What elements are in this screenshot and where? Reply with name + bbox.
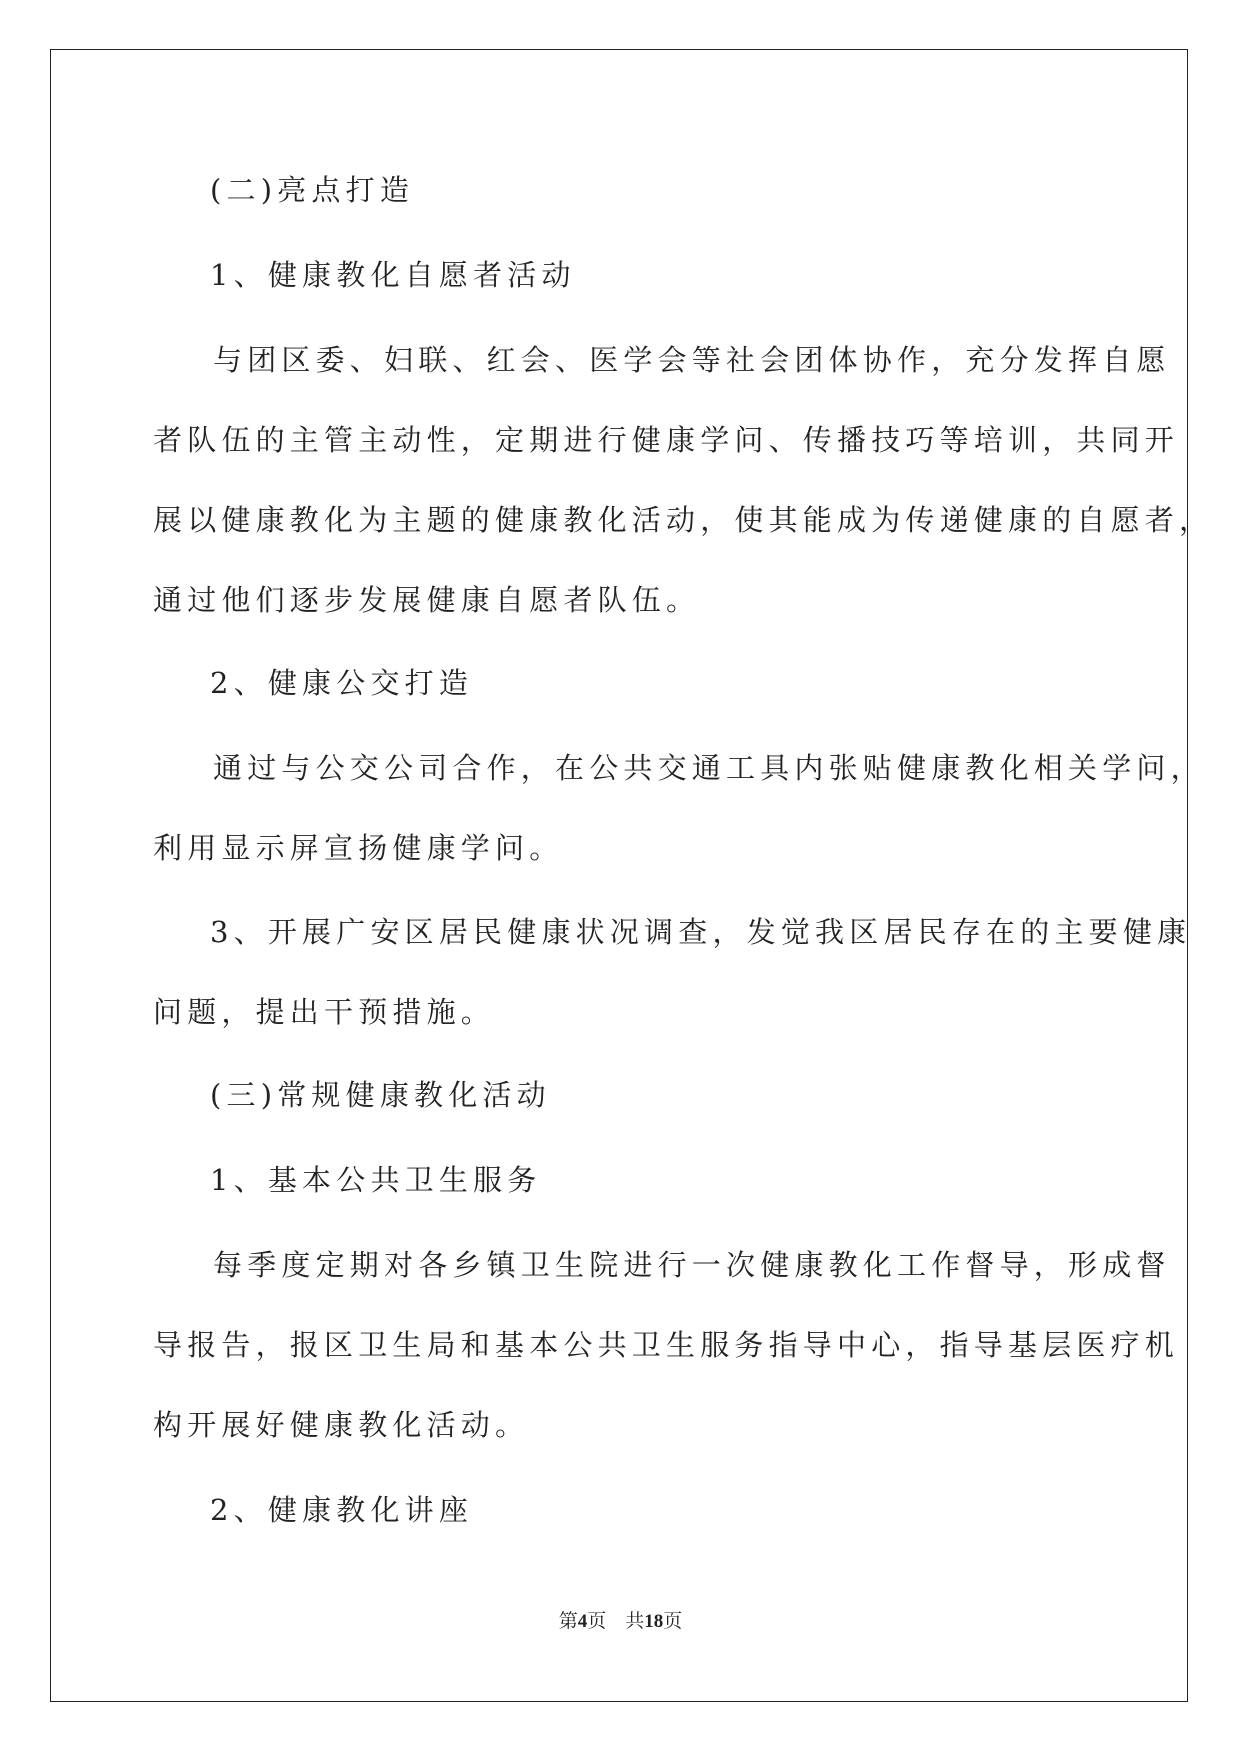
paragraph-line: 通过与公交公司合作，在公共交通工具内张贴健康教化相关学问， bbox=[213, 751, 1205, 785]
paragraph-line: 通过他们逐步发展健康自愿者队伍。 bbox=[153, 583, 701, 617]
paragraph-line: 与团区委、妇联、红会、医学会等社会团体协作，充分发挥自愿 bbox=[213, 343, 1171, 377]
page-number: 4 bbox=[577, 1611, 588, 1632]
paragraph-line: 者队伍的主管主动性，定期进行健康学问、传播技巧等培训，共同开 bbox=[153, 423, 1180, 457]
paragraph-line: 3、开展广安区居民健康状况调查，发觉我区居民存在的主要健康 bbox=[210, 915, 1192, 949]
page-suffix: 页 bbox=[587, 1611, 607, 1632]
section-heading-routine: (三)常规健康教化活动 bbox=[210, 1078, 551, 1112]
paragraph-line: 导报告，报区卫生局和基本公共卫生服务指导中心，指导基层医疗机 bbox=[153, 1328, 1180, 1362]
paragraph-line: 展以健康教化为主题的健康教化活动，使其能成为传递健康的自愿者， bbox=[153, 503, 1214, 537]
subheading-volunteer-activity: 1、健康教化自愿者活动 bbox=[210, 258, 576, 292]
total-prefix: 共 bbox=[625, 1611, 645, 1632]
paragraph-line: 每季度定期对各乡镇卫生院进行一次健康教化工作督导，形成督 bbox=[213, 1248, 1171, 1282]
subheading-lectures: 2、健康教化讲座 bbox=[210, 1493, 474, 1527]
paragraph-line: 问题，提出干预措施。 bbox=[153, 995, 496, 1029]
total-pages: 18 bbox=[644, 1611, 664, 1632]
page-footer bbox=[0, 1606, 1241, 1633]
section-heading-highlights: (二)亮点打造 bbox=[210, 173, 415, 207]
total-suffix: 页 bbox=[663, 1611, 683, 1632]
paragraph-line: 构开展好健康教化活动。 bbox=[153, 1408, 530, 1442]
paragraph-line: 利用显示屏宣扬健康学问。 bbox=[153, 831, 564, 865]
page-border bbox=[50, 49, 1188, 1702]
page-prefix: 第 bbox=[558, 1611, 578, 1632]
subheading-public-health: 1、基本公共卫生服务 bbox=[210, 1163, 542, 1197]
subheading-health-bus: 2、健康公交打造 bbox=[210, 666, 474, 700]
